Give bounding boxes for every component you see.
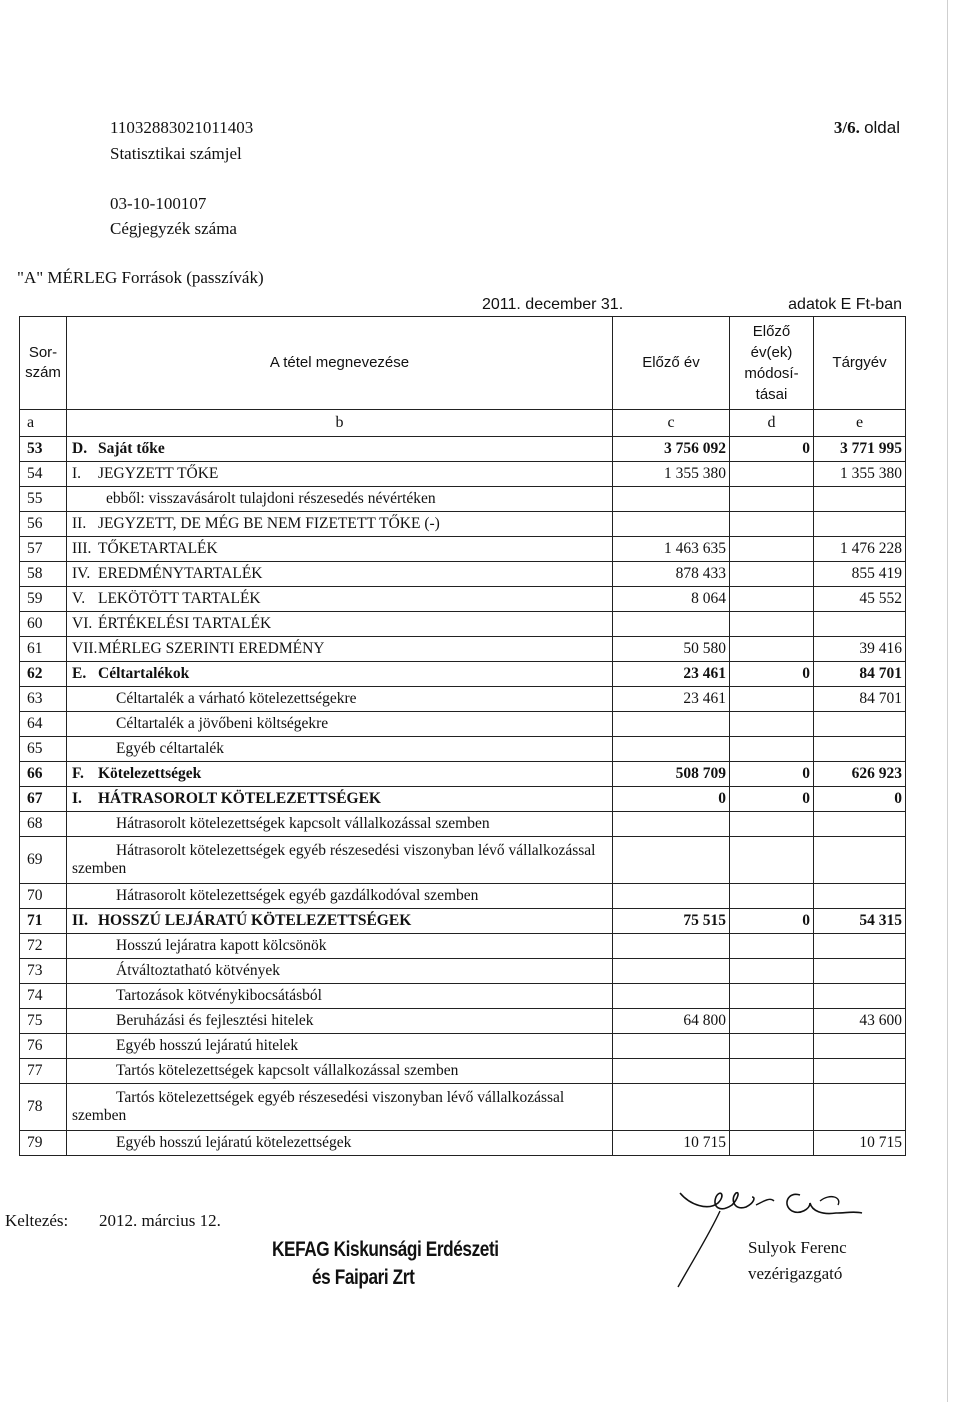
item-name: Hátrasorolt kötelezettségek kapcsolt vállalkozással szemben bbox=[116, 815, 490, 832]
registration-number: 03-10-100107 bbox=[110, 194, 207, 213]
page-indicator bbox=[834, 118, 900, 138]
item-name: JEGYZETT TŐKE bbox=[98, 465, 219, 482]
letter-b: b bbox=[67, 410, 613, 437]
letter-e: e bbox=[814, 410, 906, 437]
value-curr: 626 923 bbox=[814, 762, 906, 787]
item-name: Tartós kötelezettségek egyéb részesedési viszonyban lévő vállalkozással szemben bbox=[72, 1089, 565, 1124]
value-curr bbox=[814, 884, 906, 909]
letter-c: c bbox=[613, 410, 730, 437]
value-mod: 0 bbox=[730, 662, 814, 687]
value-prev bbox=[613, 1034, 730, 1059]
item-prefix: I. bbox=[72, 790, 82, 807]
table-row bbox=[20, 1131, 906, 1156]
signer-title: vezérigazgató bbox=[748, 1264, 843, 1283]
item-name: Beruházási és fejlesztési hitelek bbox=[116, 1012, 314, 1029]
value-prev: 75 515 bbox=[613, 909, 730, 934]
item-name-cell bbox=[67, 984, 613, 1009]
row-number: 58 bbox=[20, 562, 67, 587]
item-name-cell bbox=[67, 712, 613, 737]
value-mod bbox=[730, 587, 814, 612]
item-prefix: II. bbox=[72, 912, 88, 929]
value-prev: 8 064 bbox=[613, 587, 730, 612]
value-mod bbox=[730, 487, 814, 512]
value-mod bbox=[730, 1131, 814, 1156]
row-number: 56 bbox=[20, 512, 67, 537]
value-prev: 23 461 bbox=[613, 662, 730, 687]
item-name: ebből: visszavásárolt tulajdoni részesedés névértéken bbox=[106, 490, 436, 507]
balance-sheet-table bbox=[19, 316, 906, 1156]
value-prev: 10 715 bbox=[613, 1131, 730, 1156]
balance-date: 2011. december 31. bbox=[482, 296, 624, 313]
row-number: 77 bbox=[20, 1059, 67, 1084]
item-name: Céltartalékok bbox=[98, 665, 190, 682]
value-curr: 43 600 bbox=[814, 1009, 906, 1034]
item-prefix: I. bbox=[72, 465, 82, 482]
scan-edge-line bbox=[947, 0, 948, 1402]
table-row bbox=[20, 812, 906, 837]
value-prev bbox=[613, 487, 730, 512]
date-label: Keltezés: bbox=[5, 1211, 69, 1230]
company-stamp-line2: és Faipari Zrt bbox=[312, 1266, 415, 1289]
item-name-cell bbox=[67, 1059, 613, 1084]
item-name-cell bbox=[67, 812, 613, 837]
row-number: 60 bbox=[20, 612, 67, 637]
row-number: 57 bbox=[20, 537, 67, 562]
value-curr bbox=[814, 959, 906, 984]
value-mod bbox=[730, 934, 814, 959]
value-prev: 23 461 bbox=[613, 687, 730, 712]
item-name: Egyéb hosszú lejáratú hitelek bbox=[116, 1037, 299, 1054]
value-curr bbox=[814, 984, 906, 1009]
item-name: Céltartalék a jövőbeni költségekre bbox=[116, 715, 329, 732]
value-mod bbox=[730, 737, 814, 762]
signing-date: 2012. március 12. bbox=[99, 1211, 221, 1230]
value-prev: 1 355 380 bbox=[613, 462, 730, 487]
row-number: 74 bbox=[20, 984, 67, 1009]
row-number: 64 bbox=[20, 712, 67, 737]
value-mod: 0 bbox=[730, 437, 814, 462]
table-row bbox=[20, 512, 906, 537]
value-mod bbox=[730, 687, 814, 712]
table-row bbox=[20, 562, 906, 587]
item-name-cell bbox=[67, 437, 613, 462]
table-row bbox=[20, 1059, 906, 1084]
row-number: 71 bbox=[20, 909, 67, 934]
value-prev bbox=[613, 984, 730, 1009]
row-number: 67 bbox=[20, 787, 67, 812]
item-name: Hátrasorolt kötelezettségek egyéb gazdálkodóval szemben bbox=[116, 887, 479, 904]
stat-label: Statisztikai számjel bbox=[110, 144, 242, 163]
item-name: Egyéb céltartalék bbox=[116, 740, 225, 757]
value-mod bbox=[730, 637, 814, 662]
item-name-cell bbox=[67, 1131, 613, 1156]
value-prev: 878 433 bbox=[613, 562, 730, 587]
value-curr bbox=[814, 612, 906, 637]
item-name-cell bbox=[67, 909, 613, 934]
row-number: 72 bbox=[20, 934, 67, 959]
table-row bbox=[20, 737, 906, 762]
item-name: Tartozások kötvénykibocsátásból bbox=[116, 987, 322, 1004]
page-number: 3/6. bbox=[833, 118, 860, 137]
value-curr bbox=[814, 737, 906, 762]
row-number: 78 bbox=[20, 1084, 67, 1131]
table-row bbox=[20, 884, 906, 909]
item-name-cell bbox=[67, 612, 613, 637]
row-number: 53 bbox=[20, 437, 67, 462]
value-curr: 45 552 bbox=[814, 587, 906, 612]
value-curr: 39 416 bbox=[814, 637, 906, 662]
row-number: 65 bbox=[20, 737, 67, 762]
item-name: HOSSZÚ LEJÁRATÚ KÖTELEZETTSÉGEK bbox=[98, 912, 412, 929]
value-mod bbox=[730, 712, 814, 737]
value-curr: 10 715 bbox=[814, 1131, 906, 1156]
item-name-cell bbox=[67, 587, 613, 612]
row-number: 55 bbox=[20, 487, 67, 512]
col-header-mod: Előző év(ek) módosí-tásai bbox=[730, 317, 814, 410]
table-row bbox=[20, 687, 906, 712]
item-name-cell bbox=[67, 512, 613, 537]
col-header-prev: Előző év bbox=[613, 317, 730, 410]
value-curr: 84 701 bbox=[814, 687, 906, 712]
value-curr bbox=[814, 934, 906, 959]
value-curr bbox=[814, 1034, 906, 1059]
table-row bbox=[20, 909, 906, 934]
item-name: EREDMÉNYTARTALÉK bbox=[98, 565, 263, 582]
value-mod bbox=[730, 1084, 814, 1131]
row-number: 59 bbox=[20, 587, 67, 612]
value-curr bbox=[814, 1084, 906, 1131]
value-curr: 1 355 380 bbox=[814, 462, 906, 487]
row-number: 62 bbox=[20, 662, 67, 687]
item-name-cell bbox=[67, 687, 613, 712]
item-name: MÉRLEG SZERINTI EREDMÉNY bbox=[98, 640, 325, 657]
value-mod bbox=[730, 562, 814, 587]
item-name-cell bbox=[67, 762, 613, 787]
item-name: TŐKETARTALÉK bbox=[98, 540, 218, 557]
table-row bbox=[20, 787, 906, 812]
item-prefix: IV. bbox=[72, 565, 91, 582]
col-header-curr: Tárgyév bbox=[814, 317, 906, 410]
item-name: Tartós kötelezettségek kapcsolt vállalkozással szemben bbox=[116, 1062, 459, 1079]
value-mod: 0 bbox=[730, 909, 814, 934]
item-name: Hosszú lejáratra kapott kölcsönök bbox=[116, 937, 327, 954]
item-name: HÁTRASOROLT KÖTELEZETTSÉGEK bbox=[98, 790, 381, 807]
value-mod bbox=[730, 1034, 814, 1059]
value-prev bbox=[613, 1059, 730, 1084]
table-row bbox=[20, 587, 906, 612]
table-row bbox=[20, 1034, 906, 1059]
value-mod bbox=[730, 537, 814, 562]
value-mod bbox=[730, 1009, 814, 1034]
item-prefix: F. bbox=[72, 765, 84, 782]
value-mod bbox=[730, 959, 814, 984]
table-body bbox=[20, 437, 906, 1156]
item-name: Egyéb hosszú lejáratú kötelezettségek bbox=[116, 1134, 352, 1151]
table-row bbox=[20, 762, 906, 787]
value-prev bbox=[613, 884, 730, 909]
value-prev bbox=[613, 512, 730, 537]
item-name-cell bbox=[67, 934, 613, 959]
value-prev bbox=[613, 812, 730, 837]
table-letter-row bbox=[20, 410, 906, 437]
value-mod bbox=[730, 462, 814, 487]
item-name-cell bbox=[67, 487, 613, 512]
item-prefix: D. bbox=[72, 440, 88, 457]
document-title: "A" MÉRLEG Források (passzívák) bbox=[17, 268, 264, 287]
table-row bbox=[20, 712, 906, 737]
value-prev: 1 463 635 bbox=[613, 537, 730, 562]
table-row bbox=[20, 537, 906, 562]
row-number: 73 bbox=[20, 959, 67, 984]
item-prefix: VII. bbox=[72, 640, 98, 657]
stat-number: 11032883021011403 bbox=[110, 118, 254, 137]
value-curr bbox=[814, 512, 906, 537]
table-row bbox=[20, 1084, 906, 1131]
value-prev: 64 800 bbox=[613, 1009, 730, 1034]
row-number: 76 bbox=[20, 1034, 67, 1059]
table-row bbox=[20, 462, 906, 487]
value-curr: 54 315 bbox=[814, 909, 906, 934]
table-row bbox=[20, 437, 906, 462]
table-row bbox=[20, 984, 906, 1009]
item-name-cell bbox=[67, 462, 613, 487]
table-row bbox=[20, 487, 906, 512]
value-prev bbox=[613, 934, 730, 959]
value-mod bbox=[730, 837, 814, 884]
row-number: 68 bbox=[20, 812, 67, 837]
page-suffix: oldal bbox=[864, 118, 900, 137]
item-prefix: E. bbox=[72, 665, 87, 682]
value-prev bbox=[613, 712, 730, 737]
value-mod: 0 bbox=[730, 787, 814, 812]
row-number: 69 bbox=[20, 837, 67, 884]
value-curr: 84 701 bbox=[814, 662, 906, 687]
row-number: 63 bbox=[20, 687, 67, 712]
item-name-cell bbox=[67, 1084, 613, 1131]
table-header-row bbox=[20, 317, 906, 410]
value-prev bbox=[613, 959, 730, 984]
row-number: 75 bbox=[20, 1009, 67, 1034]
table-row bbox=[20, 612, 906, 637]
value-mod: 0 bbox=[730, 762, 814, 787]
value-prev bbox=[613, 1084, 730, 1131]
value-prev: 3 756 092 bbox=[613, 437, 730, 462]
item-name-cell bbox=[67, 562, 613, 587]
value-mod bbox=[730, 884, 814, 909]
value-prev bbox=[613, 737, 730, 762]
letter-a: a bbox=[20, 410, 67, 437]
item-name: LEKÖTÖTT TARTALÉK bbox=[98, 590, 261, 607]
table-row bbox=[20, 637, 906, 662]
value-prev: 508 709 bbox=[613, 762, 730, 787]
table-row bbox=[20, 934, 906, 959]
value-mod bbox=[730, 812, 814, 837]
item-name-cell bbox=[67, 837, 613, 884]
item-name-cell bbox=[67, 959, 613, 984]
value-curr bbox=[814, 1059, 906, 1084]
value-curr bbox=[814, 837, 906, 884]
item-prefix: V. bbox=[72, 590, 86, 607]
letter-d: d bbox=[730, 410, 814, 437]
value-curr bbox=[814, 712, 906, 737]
item-name: Hátrasorolt kötelezettségek egyéb részesedési viszonyban lévő vállalkozással szemben bbox=[72, 842, 596, 877]
table-row bbox=[20, 837, 906, 884]
row-number: 61 bbox=[20, 637, 67, 662]
item-prefix: III. bbox=[72, 540, 92, 557]
value-curr: 855 419 bbox=[814, 562, 906, 587]
item-name-cell bbox=[67, 637, 613, 662]
item-name-cell bbox=[67, 1034, 613, 1059]
unit-label: adatok E Ft-ban bbox=[788, 296, 902, 313]
row-number: 66 bbox=[20, 762, 67, 787]
value-mod bbox=[730, 984, 814, 1009]
value-curr: 1 476 228 bbox=[814, 537, 906, 562]
table-row bbox=[20, 662, 906, 687]
item-name: Céltartalék a várható kötelezettségekre bbox=[116, 690, 357, 707]
item-name-cell bbox=[67, 537, 613, 562]
table-row bbox=[20, 1009, 906, 1034]
item-name-cell bbox=[67, 737, 613, 762]
signer-name: Sulyok Ferenc bbox=[748, 1238, 847, 1257]
item-prefix: II. bbox=[72, 515, 87, 532]
item-name: Saját tőke bbox=[98, 440, 165, 457]
item-name: Kötelezettségek bbox=[98, 765, 202, 782]
registration-label: Cégjegyzék száma bbox=[110, 219, 237, 238]
value-prev bbox=[613, 612, 730, 637]
value-curr: 0 bbox=[814, 787, 906, 812]
table-row bbox=[20, 959, 906, 984]
company-stamp-line1: KEFAG Kiskunsági Erdészeti bbox=[272, 1238, 499, 1261]
value-mod bbox=[730, 1059, 814, 1084]
value-prev: 50 580 bbox=[613, 637, 730, 662]
col-header-name: A tétel megnevezése bbox=[67, 317, 613, 410]
item-name: ÉRTÉKELÉSI TARTALÉK bbox=[98, 615, 272, 632]
item-name-cell bbox=[67, 787, 613, 812]
value-prev: 0 bbox=[613, 787, 730, 812]
item-name-cell bbox=[67, 662, 613, 687]
item-name-cell bbox=[67, 1009, 613, 1034]
value-curr bbox=[814, 487, 906, 512]
item-name-cell bbox=[67, 884, 613, 909]
value-curr: 3 771 995 bbox=[814, 437, 906, 462]
item-name: Átváltoztatható kötvények bbox=[116, 962, 280, 979]
item-name: JEGYZETT, DE MÉG BE NEM FIZETETT TŐKE (-) bbox=[98, 515, 440, 532]
value-curr bbox=[814, 812, 906, 837]
value-mod bbox=[730, 612, 814, 637]
row-number: 79 bbox=[20, 1131, 67, 1156]
item-prefix: VI. bbox=[72, 615, 93, 632]
value-prev bbox=[613, 837, 730, 884]
row-number: 70 bbox=[20, 884, 67, 909]
row-number: 54 bbox=[20, 462, 67, 487]
col-header-no: Sor-szám bbox=[20, 317, 67, 410]
value-mod bbox=[730, 512, 814, 537]
